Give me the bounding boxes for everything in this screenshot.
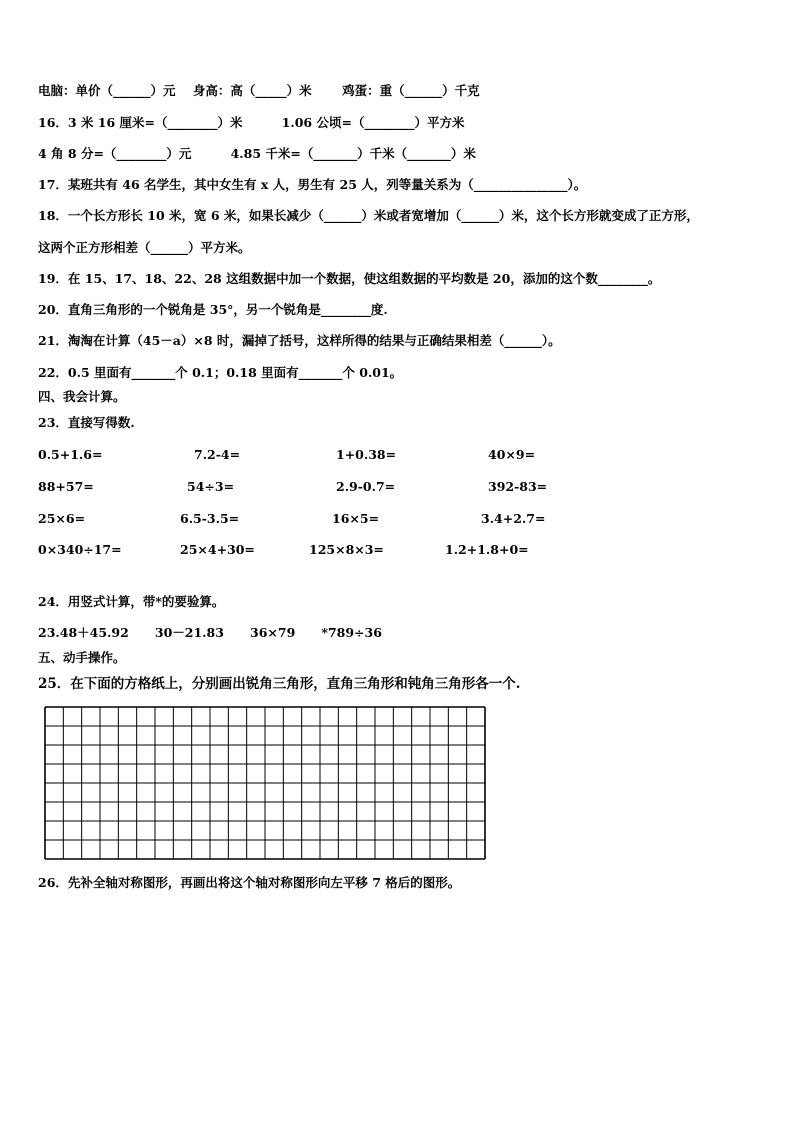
calc-item: 88+57= <box>38 479 94 494</box>
calc-item: 54÷3= <box>187 479 235 494</box>
section-4-title: 四、我会计算。 <box>38 389 126 404</box>
q20-line: 20．直角三角形的一个锐角是 35°，另一个锐角是________度. <box>38 302 388 317</box>
q19-line: 19．在 15、17、18、22、28 这组数据中加一个数据，使这组数据的平均数是 20，添加的这个数________。 <box>38 271 661 286</box>
calc-item: 3.4+2.7= <box>481 511 546 526</box>
square-grid-paper[interactable] <box>44 706 486 861</box>
calc-item: 25×6= <box>38 511 86 526</box>
q18-line-b: 这两个正方形相差（______）平方米。 <box>38 240 251 255</box>
q21-line: 21．淘淘在计算（45－a）×8 时，漏掉了括号，这样所得的结果与正确结果相差（______）。 <box>38 333 561 348</box>
calc-item: 40×9= <box>488 447 536 462</box>
calc-item: 0.5+1.6= <box>38 447 103 462</box>
calc-item: 6.5-3.5= <box>180 511 240 526</box>
calc-item: 392-83= <box>488 479 548 494</box>
calc-item: 125×8×3= <box>309 542 384 557</box>
calc-item: 7.2-4= <box>194 447 241 462</box>
calc-item: 25×4+30= <box>180 542 255 557</box>
calc-item: 16×5= <box>332 511 380 526</box>
q26-line: 26．先补全轴对称图形，再画出将这个轴对称图形向左平移 7 格后的图形。 <box>38 875 461 890</box>
q24-line: 24．用竖式计算，带*的要验算。 <box>38 594 225 609</box>
q22-line: 22．0.5 里面有_______个 0.1；0.18 里面有_______个 0.01。 <box>38 365 403 380</box>
calc-item: 1.2+1.8+0= <box>445 542 529 557</box>
section-5-title: 五、动手操作。 <box>38 650 126 665</box>
q24-expressions: 23.48＋45.92 30－21.83 36×79 *789÷36 <box>38 625 382 640</box>
q25-line: 25．在下面的方格纸上，分别画出锐角三角形，直角三角形和钝角三角形各一个. <box>38 676 521 692</box>
q15-line: 电脑：单价（______）元 身高：高（_____）米 鸡蛋：重（______）千克 <box>38 83 480 98</box>
q23-line: 23．直接写得数. <box>38 415 135 430</box>
calc-item: 2.9-0.7= <box>336 479 396 494</box>
q17-line: 17．某班共有 46 名学生，其中女生有 x 人，男生有 25 人，列等量关系为（_______________）。 <box>38 177 587 192</box>
q18-line-a: 18．一个长方形长 10 米，宽 6 米，如果长减少（______）米或者宽增加（______）米，这个长方形就变成了正方形， <box>38 208 699 223</box>
calc-item: 1+0.38= <box>336 447 397 462</box>
q16b-line: 4 角 8 分=（________）元 4.85 千米=（_______）千米（_______）米 <box>38 146 476 161</box>
q16-line: 16．3 米 16 厘米=（________）米 1.06 公顷=（________）平方米 <box>38 115 465 130</box>
calc-item: 0×340÷17= <box>38 542 122 557</box>
